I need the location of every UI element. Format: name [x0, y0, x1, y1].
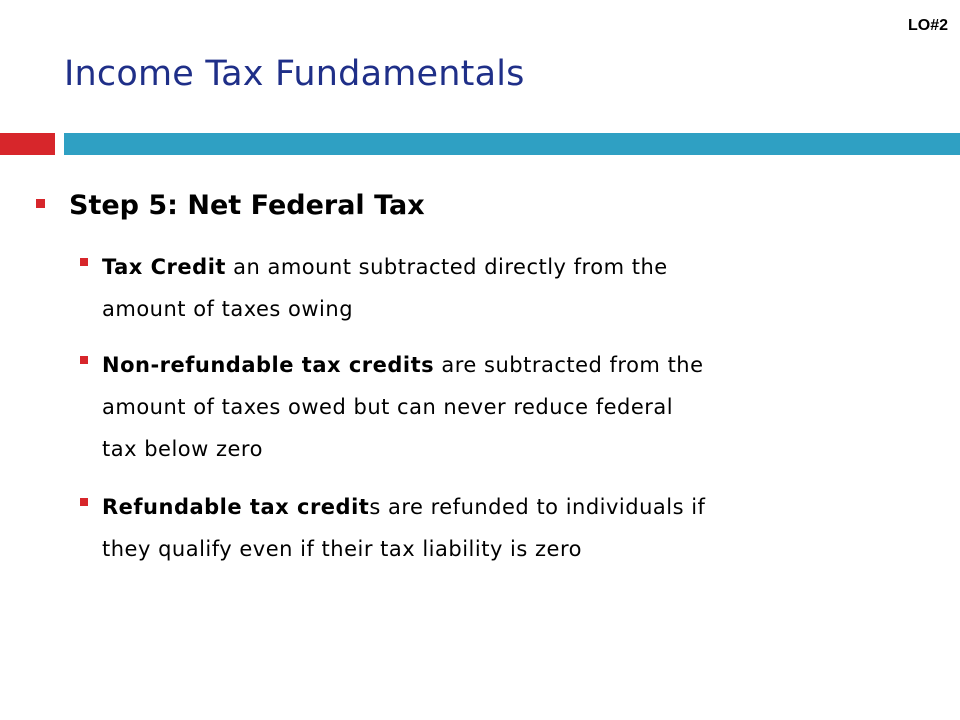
sub-bullet-line: [102, 246, 882, 288]
sub-bullet-line: [102, 344, 882, 386]
term-definition: s are refunded to individuals if: [369, 495, 706, 519]
sub-bullet-text: [102, 344, 882, 470]
square-bullet-icon: [80, 356, 88, 364]
sub-bullet-line: amount of taxes owed but can never reduce federal: [102, 395, 674, 419]
term-bold: Tax Credit: [102, 255, 226, 279]
term-bold: Refundable tax credit: [102, 495, 370, 519]
main-bullet-heading: Step 5: Net Federal Tax: [69, 190, 425, 221]
sub-bullet-line: [102, 486, 882, 528]
slide-title: Income Tax Fundamentals: [64, 54, 525, 94]
learning-objective-tag: LO#2: [907, 17, 948, 34]
term-definition: are subtracted from the: [434, 353, 704, 377]
sub-bullet-line: they qualify even if their tax liability is zero: [102, 537, 582, 561]
sub-bullet-line: tax below zero: [102, 437, 263, 461]
sub-bullet-line: amount of taxes owing: [102, 297, 354, 321]
square-bullet-icon: [36, 199, 45, 208]
square-bullet-icon: [80, 258, 88, 266]
term-definition: an amount subtracted directly from the: [225, 255, 668, 279]
square-bullet-icon: [80, 498, 88, 506]
term-bold: Non-refundable tax credits: [102, 353, 435, 377]
sub-bullet-text: [102, 246, 882, 330]
sub-bullet-text: [102, 486, 882, 570]
